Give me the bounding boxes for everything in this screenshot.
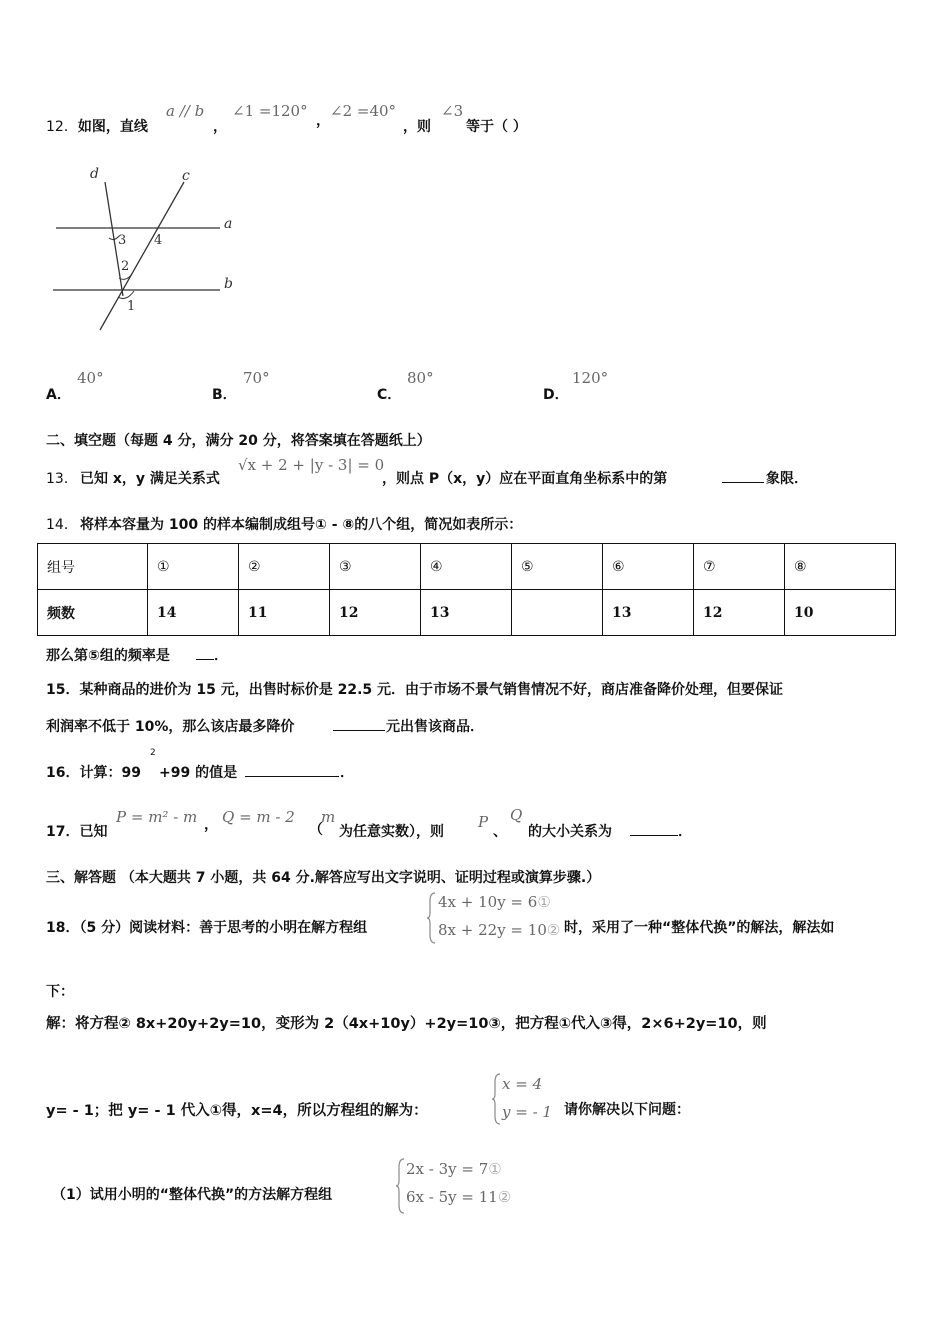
q18-part1-brace — [396, 1157, 406, 1215]
q18-xia: 下： — [46, 984, 74, 1000]
table-cell: ③ — [330, 544, 421, 590]
table-cell: ② — [239, 544, 330, 590]
option-d-label: D． — [543, 387, 569, 403]
q17-q: Q — [510, 806, 523, 824]
table-row — [38, 544, 896, 590]
angle-arc-2 — [119, 274, 132, 279]
q13-tail: ，则点 P（x，y）应在平面直角坐标系中的第 — [382, 471, 668, 487]
q18-system-brace — [427, 891, 437, 945]
q14-answer-blank[interactable] — [196, 645, 214, 660]
q18-part1-eq2: 6x - 5y = 11 — [406, 1188, 498, 1206]
option-b-label: B． — [212, 387, 237, 403]
table-cell: 10 — [785, 590, 896, 636]
q15-answer-blank[interactable] — [333, 716, 385, 731]
q12-stem — [46, 116, 148, 136]
q17-end: ． — [678, 824, 692, 840]
label-1: 1 — [127, 299, 136, 314]
table-header-frequency: 频数 — [38, 590, 148, 636]
table-cell: 14 — [148, 590, 239, 636]
label-a: a — [224, 216, 233, 232]
label-4: 4 — [154, 233, 163, 248]
line-c — [100, 182, 184, 330]
table-cell: ⑤ — [512, 544, 603, 590]
q18-part1-system — [406, 1158, 511, 1208]
q16-mid: +99 的值是 — [159, 765, 238, 781]
label-c: c — [182, 168, 190, 184]
q17-paren: （ — [309, 822, 323, 838]
table-cell: 12 — [694, 590, 785, 636]
q12-figure — [48, 160, 248, 335]
q18-part1-eq1-tag: ① — [488, 1160, 502, 1178]
q16-lead: 16．计算：99 — [46, 765, 141, 781]
option-b-value: 70° — [243, 369, 270, 387]
q18-answer-eq2: y = - 1 — [502, 1103, 552, 1121]
q14-text: 将样本容量为 100 的样本编制成组号① - ⑧的八个组，简况如表所示： — [80, 517, 523, 533]
q18-part1-eq2-row — [406, 1186, 511, 1208]
q18-eq1-row — [438, 891, 560, 913]
option-a-value: 40° — [77, 369, 104, 387]
table-cell: 13 — [421, 590, 512, 636]
q18-part1-eq1-row — [406, 1158, 511, 1180]
q13-lead: 已知 x，y 满足关系式 — [80, 471, 220, 487]
label-b: b — [224, 276, 233, 292]
q18-solution-line2a: y= - 1；把 y= - 1 代入①得，x=4，所以方程组的解为： — [46, 1103, 428, 1119]
table-header-group: 组号 — [38, 544, 148, 590]
table-cell: ⑧ — [785, 544, 896, 590]
label-3: 3 — [118, 233, 127, 248]
q17-tail: 的大小关系为 — [528, 824, 612, 840]
q18-answer-brace — [492, 1072, 502, 1126]
table-cell: ⑥ — [603, 544, 694, 590]
option-a-label: A． — [46, 387, 71, 403]
q18-eq1: 4x + 10y = 6 — [438, 893, 538, 911]
q12-lead: 如图，直线 — [77, 119, 148, 135]
section-2-heading: 二、填空题（每题 4 分，满分 20 分，将答案填在答题纸上） — [46, 433, 431, 449]
q14-after-end: ． — [214, 648, 228, 664]
q17-answer-blank[interactable] — [630, 821, 678, 836]
q17-p: P — [478, 813, 489, 831]
q18-answer-eq1: x = 4 — [502, 1075, 543, 1093]
table-cell: ④ — [421, 544, 512, 590]
q16-end: ． — [340, 765, 354, 781]
q18-system — [438, 891, 560, 941]
q18-part1-eq2-tag: ② — [497, 1188, 512, 1206]
q17-comma1: ， — [204, 817, 218, 833]
q16-answer-blank[interactable] — [245, 762, 339, 777]
option-d-value: 120° — [572, 369, 609, 387]
q18-eq2: 8x + 22y = 10 — [438, 921, 547, 939]
q13-end: 象限． — [766, 471, 808, 487]
q18-eq1-tag: ① — [537, 893, 551, 911]
q12-sep: ， — [213, 119, 227, 135]
frequency-table — [37, 543, 896, 636]
table-row — [38, 590, 896, 636]
q15-line2a: 利润率不低于 10%，那么该店最多降价 — [46, 719, 295, 735]
q18-lead: 18．（5 分）阅读材料：善于思考的小明在解方程组 — [46, 920, 368, 936]
q18-solution-line1: 解：将方程② 8x+20y+2y=10，变形为 2（4x+10y）+2y=10③，把方程①代入③得，2×6+2y=10，则 — [46, 1016, 767, 1032]
q12-tail: 等于（ ） — [466, 119, 527, 135]
table-cell: 12 — [330, 590, 421, 636]
q18-tail: 时，采用了一种“整体代换”的解法，解法如 — [564, 920, 835, 936]
q17-lead: 17．已知 — [46, 824, 108, 840]
q13-answer-blank[interactable] — [722, 468, 764, 483]
q15-line2b: 元出售该商品． — [386, 719, 484, 735]
q12-then: ，则 — [403, 119, 431, 135]
q12-target-angle: ∠3 — [441, 102, 464, 120]
q17-mid: 为任意实数），则 — [339, 824, 444, 840]
q18-eq2-row — [438, 919, 560, 941]
q18-part1-eq1: 2x - 3y = 7 — [406, 1160, 489, 1178]
q18-answer-system — [502, 1073, 552, 1123]
q18-part1: （1）试用小明的“整体代换”的方法解方程组 — [52, 1187, 333, 1203]
option-c-value: 80° — [407, 369, 434, 387]
q12-cond-angle1: ∠1 =120° — [232, 102, 308, 120]
label-d: d — [90, 166, 99, 182]
q18-solution-line2b: 请你解决以下问题： — [564, 1102, 690, 1118]
table-cell: ① — [148, 544, 239, 590]
table-cell: 11 — [239, 590, 330, 636]
q14-number: 14． — [46, 517, 78, 533]
q12-cond-angle2: ∠2 =40° — [330, 102, 397, 120]
section-3-heading: 三、解答题 （本大题共 7 小题，共 64 分.解答应写出文字说明、证明过程或演算步骤.） — [46, 870, 601, 886]
q14-after: 那么第⑤组的频率是 — [46, 648, 170, 664]
q13-formula: √x + 2 + |y - 3| = 0 — [238, 456, 385, 474]
q17-q-expression: Q = m - 2 — [222, 808, 295, 826]
q17-p-expression: P = m² - m — [116, 808, 198, 826]
q12-number: 12． — [46, 119, 78, 135]
q18-eq2-tag: ② — [546, 921, 561, 939]
q12-comma: ， — [316, 113, 330, 129]
option-c-label: C． — [377, 387, 402, 403]
q17-dun: 、 — [493, 824, 507, 840]
q15-line1: 15．某种商品的进价为 15 元，出售时标价是 22.5 元．由于市场不景气销售情况不好，商店准备降价处理，但要保证 — [46, 682, 784, 698]
label-2: 2 — [121, 259, 130, 274]
table-cell: 13 — [603, 590, 694, 636]
table-cell: ⑦ — [694, 544, 785, 590]
table-cell-empty — [512, 590, 603, 636]
q12-cond-parallel: a // b — [166, 102, 205, 120]
q13-number: 13． — [46, 471, 78, 487]
q16-exponent: 2 — [150, 748, 156, 758]
q17-m: m — [321, 808, 336, 826]
